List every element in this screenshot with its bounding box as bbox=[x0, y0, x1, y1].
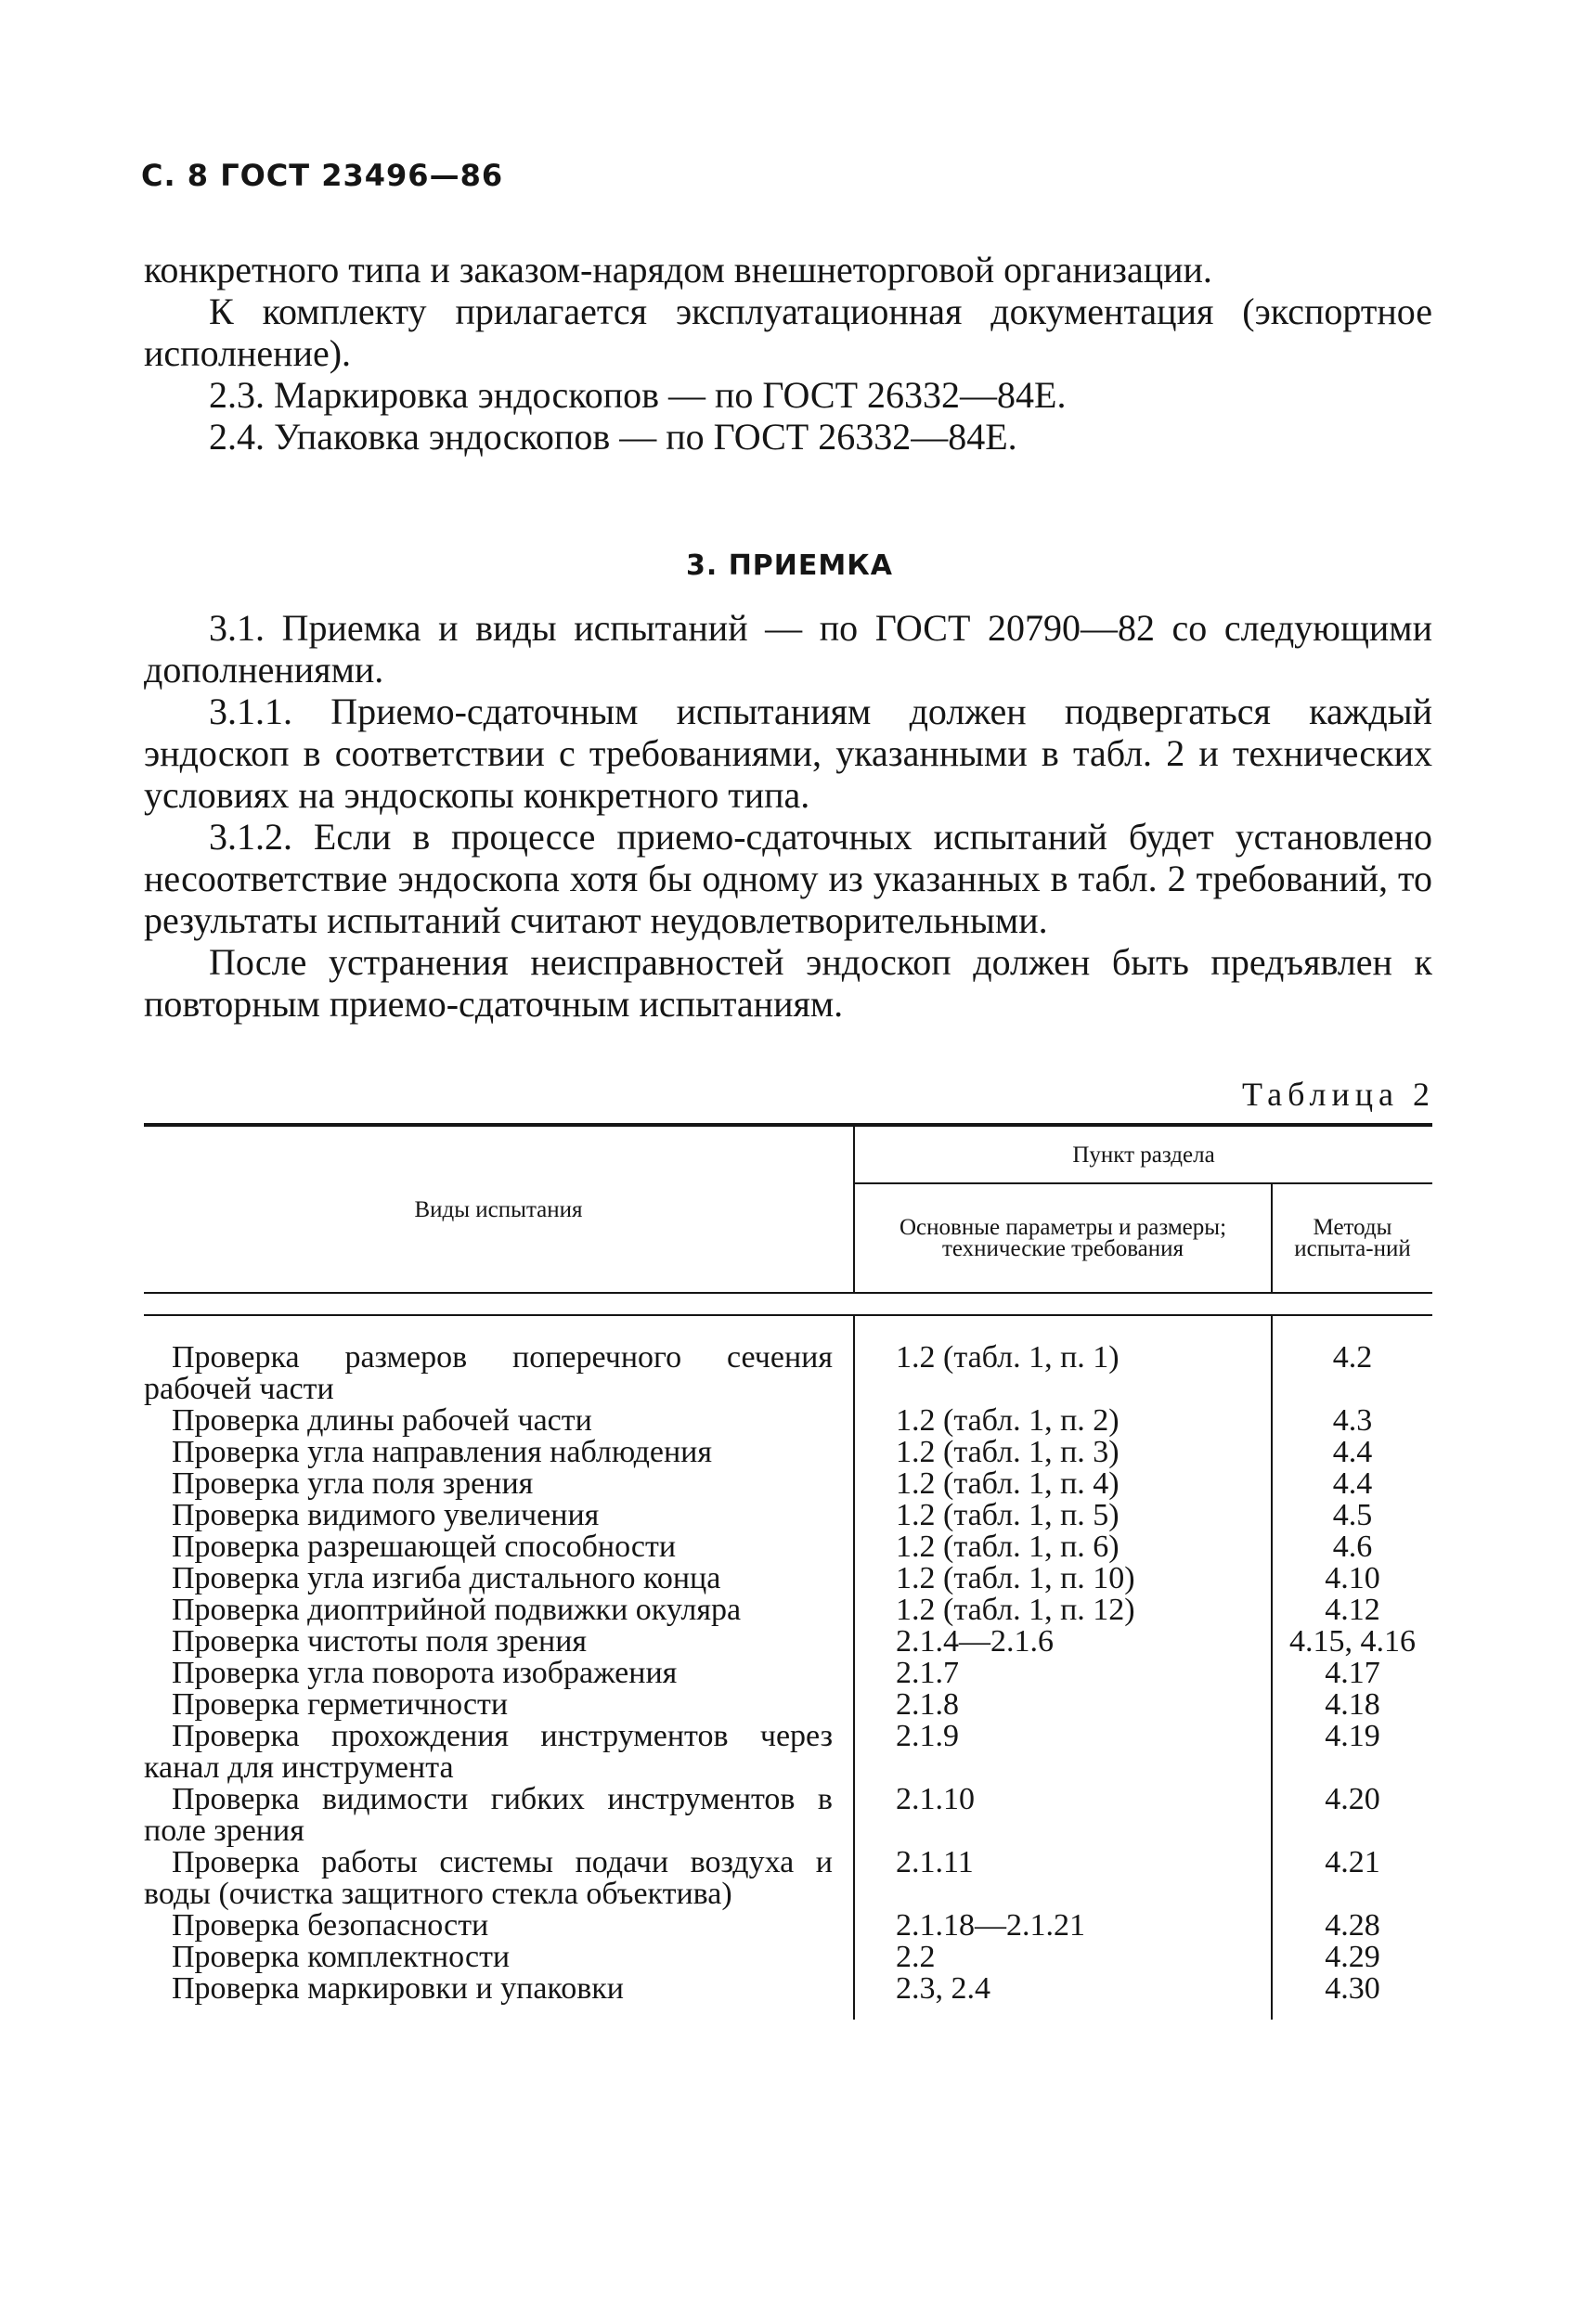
test-name: Проверка разрешающей способности bbox=[172, 1530, 677, 1564]
header-tests: Виды испытания bbox=[144, 1125, 854, 1293]
table-row bbox=[144, 1658, 1432, 1689]
cell-test bbox=[144, 1405, 854, 1437]
table-row bbox=[144, 1847, 1432, 1910]
paragraph-documentation: К комплекту прилагается эксплуатационная документация (экспортное исполнение). bbox=[144, 290, 1432, 374]
cell-test bbox=[144, 1437, 854, 1468]
test-name: Проверка работы системы подачи воздуха и воды (очистка защитного стекла объектива) bbox=[144, 1845, 833, 1911]
cell-methods: 4.30 bbox=[1325, 1971, 1380, 2006]
test-name: Проверка безопасности bbox=[172, 1908, 489, 1943]
cell-methods: 4.12 bbox=[1325, 1593, 1380, 1627]
paragraph-packing: 2.4. Упаковка эндоскопов — по ГОСТ 26332—84Е. bbox=[209, 416, 1017, 458]
cell-test bbox=[144, 1315, 854, 1405]
test-name: Проверка прохождения инструментов через канал для инструмента bbox=[144, 1719, 833, 1785]
cell-methods: 4.29 bbox=[1325, 1940, 1380, 1974]
cell-methods: 4.2 bbox=[1332, 1340, 1373, 1375]
paragraph-marking: 2.3. Маркировка эндоскопов — по ГОСТ 26332—84Е. bbox=[209, 374, 1067, 416]
table-row bbox=[144, 1437, 1432, 1468]
cell-params: 2.1.7 bbox=[854, 1658, 1272, 1689]
table-row bbox=[144, 1500, 1432, 1531]
cell-params: 2.1.9 bbox=[854, 1721, 1272, 1784]
cell-methods: 4.5 bbox=[1332, 1498, 1373, 1532]
cell-test bbox=[144, 1784, 854, 1847]
table-row bbox=[144, 1721, 1432, 1784]
cell-methods: 4.20 bbox=[1325, 1782, 1380, 1816]
page-header: С. 8 ГОСТ 23496—86 bbox=[141, 158, 504, 193]
table-row bbox=[144, 1405, 1432, 1437]
test-name: Проверка длины рабочей части bbox=[172, 1403, 592, 1438]
cell-params: 1.2 (табл. 1, п. 1) bbox=[854, 1315, 1272, 1405]
cell-params: 1.2 (табл. 1, п. 3) bbox=[854, 1437, 1272, 1468]
cell-test bbox=[144, 1531, 854, 1563]
cell-methods: 4.10 bbox=[1325, 1561, 1380, 1595]
cell-params: 2.2 bbox=[854, 1942, 1272, 1973]
test-name: Проверка диоптрийной подвижки окуляра bbox=[172, 1593, 742, 1627]
table-2 bbox=[144, 1123, 1432, 2020]
table-row bbox=[144, 1468, 1432, 1500]
cell-methods: 4.15, 4.16 bbox=[1289, 1624, 1416, 1659]
cell-test bbox=[144, 1500, 854, 1531]
test-name: Проверка угла поля зрения bbox=[172, 1466, 534, 1501]
cell-params: 1.2 (табл. 1, п. 12) bbox=[854, 1595, 1272, 1626]
cell-test bbox=[144, 1468, 854, 1500]
table-row bbox=[144, 1315, 1432, 1405]
cell-test bbox=[144, 1847, 854, 1910]
test-name: Проверка комплектности bbox=[172, 1940, 511, 1974]
table-row bbox=[144, 1531, 1432, 1563]
cell-methods: 4.3 bbox=[1332, 1403, 1373, 1438]
cell-methods: 4.6 bbox=[1332, 1530, 1373, 1564]
cell-methods: 4.4 bbox=[1332, 1466, 1373, 1501]
cell-params: 2.1.11 bbox=[854, 1847, 1272, 1910]
table-row bbox=[144, 1689, 1432, 1721]
section-text bbox=[144, 607, 1432, 1025]
cell-params: 1.2 (табл. 1, п. 4) bbox=[854, 1468, 1272, 1500]
test-name: Проверка угла изгиба дистального конца bbox=[172, 1561, 721, 1595]
cell-params: 2.1.18—2.1.21 bbox=[854, 1910, 1272, 1942]
cell-params: 2.3, 2.4 bbox=[854, 1973, 1272, 2020]
test-name: Проверка угла поворота изображения bbox=[172, 1656, 678, 1690]
cell-test bbox=[144, 1721, 854, 1784]
test-name: Проверка видимости гибких инструментов в поле зрения bbox=[144, 1782, 833, 1848]
table-row bbox=[144, 1942, 1432, 1973]
table-body bbox=[144, 1315, 1432, 2020]
cell-params: 2.1.8 bbox=[854, 1689, 1272, 1721]
cell-params: 1.2 (табл. 1, п. 5) bbox=[854, 1500, 1272, 1531]
header-params: Основные параметры и размеры; технические требования bbox=[854, 1183, 1272, 1293]
header-section: Пункт раздела bbox=[854, 1125, 1432, 1183]
header-methods: Методы испыта-ний bbox=[1294, 1215, 1411, 1261]
test-name: Проверка маркировки и упаковки bbox=[172, 1971, 624, 2006]
cell-test bbox=[144, 1658, 854, 1689]
test-name: Проверка угла направления наблюдения bbox=[172, 1435, 712, 1469]
test-name: Проверка чистоты поля зрения bbox=[172, 1624, 588, 1659]
cell-methods: 4.21 bbox=[1325, 1845, 1380, 1879]
cell-params: 2.1.4—2.1.6 bbox=[854, 1626, 1272, 1658]
cell-methods: 4.19 bbox=[1325, 1719, 1380, 1753]
paragraph-3-1-2: 3.1.2. Если в процессе приемо-сдаточных испытаний будет установлено несоответствие эндоскопа хотя бы одному из указанных в табл. 2 требований, то результаты испытаний считают неудовлетворительными. bbox=[144, 816, 1432, 941]
section-title: 3. ПРИЕМКА bbox=[685, 549, 893, 582]
test-name: Проверка герметичности bbox=[172, 1687, 509, 1722]
cell-test bbox=[144, 1626, 854, 1658]
table-row bbox=[144, 1595, 1432, 1626]
cell-test bbox=[144, 1910, 854, 1942]
table-row bbox=[144, 1784, 1432, 1847]
cell-test bbox=[144, 1942, 854, 1973]
cell-methods: 4.4 bbox=[1332, 1435, 1373, 1469]
tests-table bbox=[144, 1123, 1432, 2020]
cell-params: 1.2 (табл. 1, п. 6) bbox=[854, 1531, 1272, 1563]
paragraph-repeat-test: После устранения неисправностей эндоскоп должен быть предъявлен к повторным приемо-сдаточным испытаниям. bbox=[144, 941, 1432, 1025]
test-name: Проверка видимого увеличения bbox=[172, 1498, 600, 1532]
cell-params: 1.2 (табл. 1, п. 2) bbox=[854, 1405, 1272, 1437]
cell-params: 2.1.10 bbox=[854, 1784, 1272, 1847]
intro-text bbox=[144, 249, 1432, 458]
cell-methods: 4.17 bbox=[1325, 1656, 1380, 1690]
table-row bbox=[144, 1563, 1432, 1595]
paragraph-3-1: 3.1. Приемка и виды испытаний — по ГОСТ 20790—82 со следующими дополнениями. bbox=[144, 607, 1432, 691]
table-row bbox=[144, 1973, 1432, 2020]
header-double-rule bbox=[144, 1293, 1432, 1315]
cell-test bbox=[144, 1689, 854, 1721]
cell-test bbox=[144, 1595, 854, 1626]
cell-methods: 4.18 bbox=[1325, 1687, 1380, 1722]
cell-methods: 4.28 bbox=[1325, 1908, 1380, 1943]
table-row bbox=[144, 1910, 1432, 1942]
cell-params: 1.2 (табл. 1, п. 10) bbox=[854, 1563, 1272, 1595]
cell-test bbox=[144, 1563, 854, 1595]
table-row bbox=[144, 1626, 1432, 1658]
paragraph-continuation: конкретного типа и заказом-нарядом внешнеторговой организации. bbox=[144, 249, 1212, 290]
paragraph-3-1-1: 3.1.1. Приемо-сдаточным испытаниям должен подвергаться каждый эндоскоп в соответствии с требованиями, указанными в табл. 2 и технических условиях на эндоскопы конкретного типа. bbox=[144, 691, 1432, 816]
cell-test bbox=[144, 1973, 854, 2020]
table-caption: Таблица 2 bbox=[1242, 1076, 1435, 1113]
test-name: Проверка размеров поперечного сечения рабочей части bbox=[144, 1340, 833, 1406]
